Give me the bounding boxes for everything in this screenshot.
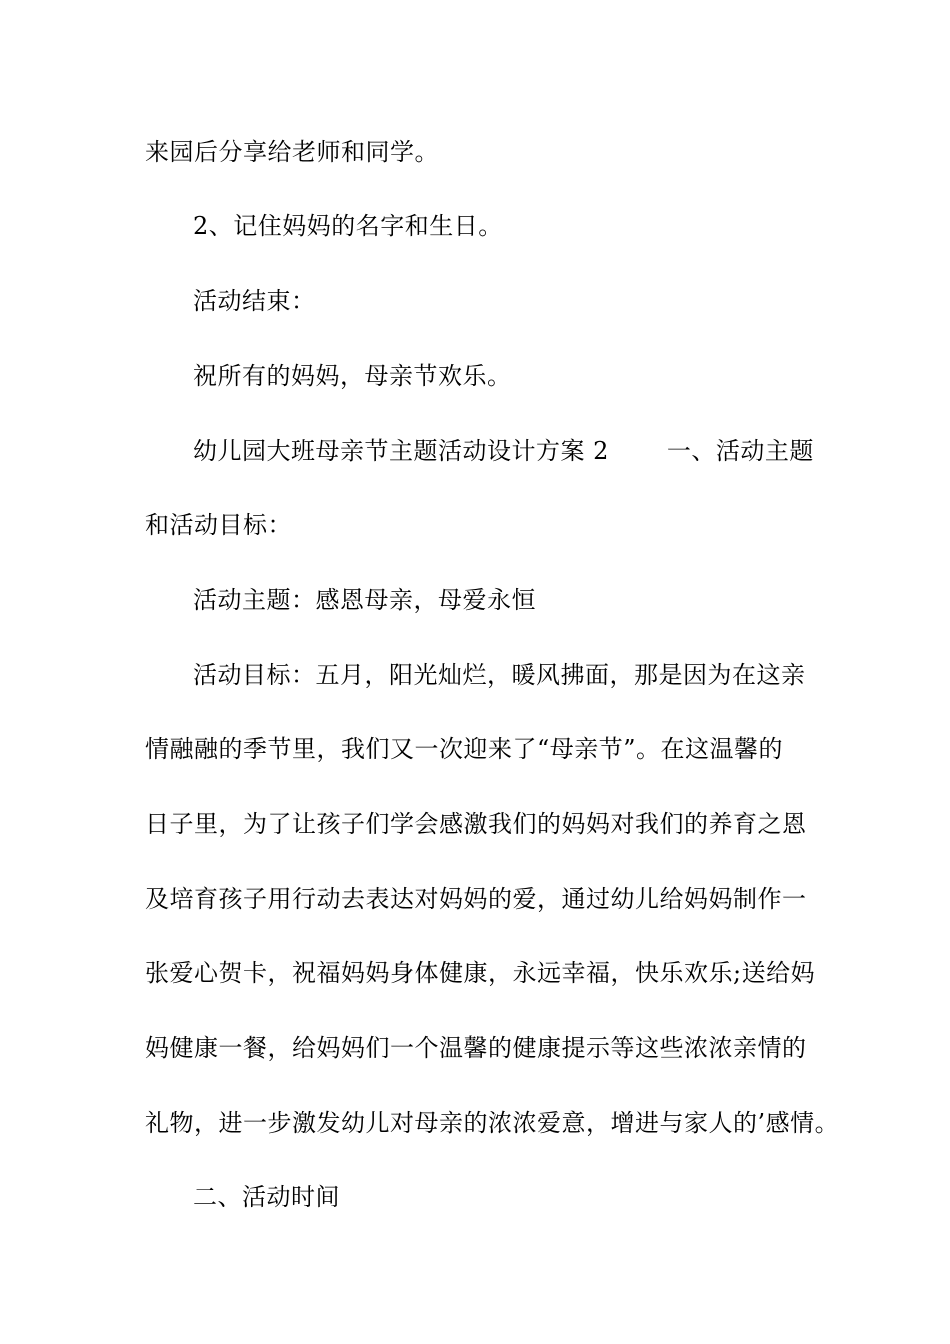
paragraph-line: 活动主题：感恩母亲，母爱永恒 (193, 586, 536, 614)
paragraph-line: 来园后分享给老师和同学。 (145, 138, 439, 166)
paragraph-line: 情融融的季节里，我们又一次迎来了“母亲节”。在这温馨的 (145, 735, 784, 763)
paragraph-line: 祝所有的妈妈，母亲节欢乐。 (193, 362, 512, 390)
section-heading: 一、活动主题 (666, 437, 814, 465)
paragraph-line: 妈健康一餐，给妈妈们一个温馨的健康提示等这些浓浓亲情的 (145, 1034, 807, 1062)
paragraph-line: 及培育孩子用行动去表达对妈妈的爱，通过幼儿给妈妈制作一 (145, 885, 807, 913)
section-label: 活动结束： (193, 287, 316, 315)
paragraph-line: 张爱心贺卡，祝福妈妈身体健康，永远幸福，快乐欢乐;送给妈 (145, 959, 816, 987)
paragraph-line: 活动目标：五月，阳光灿烂，暖风拂面，那是因为在这亲 (193, 661, 806, 689)
paragraph-line: 礼物，进一步激发幼儿对母亲的浓浓爱意，增进与家人的’感情。 (145, 1109, 840, 1137)
paragraph-line: 和活动目标： (145, 511, 292, 539)
section-heading: 二、活动时间 (193, 1183, 340, 1211)
heading-line (193, 436, 814, 466)
paragraph-line: 2、记住妈妈的名字和生日。 (193, 212, 503, 240)
paragraph-line: 日子里，为了让孩子们学会感激我们的妈妈对我们的养育之恩 (145, 810, 807, 838)
plan-title: 幼儿园大班母亲节主题活动设计方案 2 (193, 437, 609, 465)
